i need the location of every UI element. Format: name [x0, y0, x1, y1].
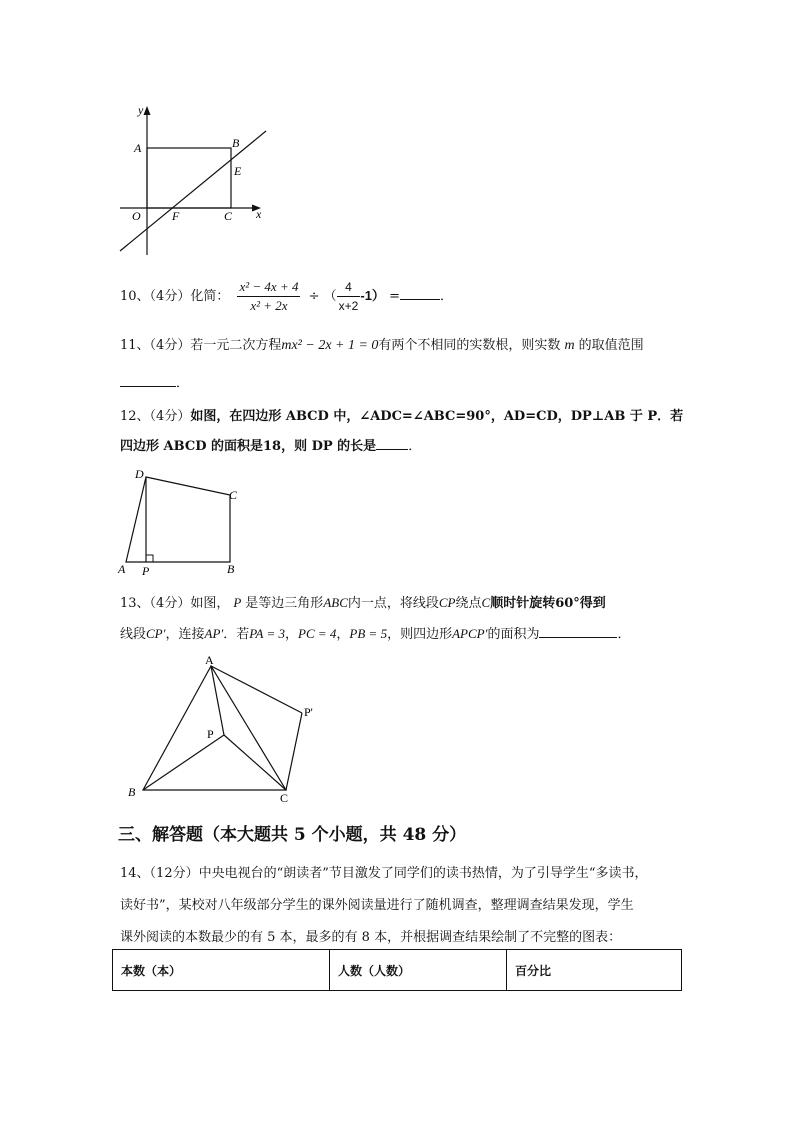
label-B: B — [128, 785, 136, 799]
q13-CPp: CP′ — [146, 626, 166, 641]
q11-text-2: 有两个不相同的实数根，则实数 — [378, 338, 561, 353]
q13-PB: PB = 5 — [349, 626, 388, 641]
q13-text-2e: 的面积为 — [487, 627, 540, 642]
q13-text-1d: 绕点 — [455, 596, 482, 611]
rectangle-OABC — [147, 148, 231, 208]
q13-text-2c: ．若 — [223, 627, 250, 642]
q13-text-1b: 是等边三角形 — [245, 596, 324, 611]
q10-stem: 化简： — [190, 289, 230, 304]
label-O: O — [132, 209, 141, 223]
label-x: x — [256, 207, 262, 221]
label-B: B — [227, 562, 235, 576]
label-P-prime: P' — [304, 705, 313, 719]
segment-PC — [224, 735, 286, 790]
q13-answer-blank[interactable] — [539, 623, 617, 638]
q11-text-1: 若一元二次方程 — [190, 338, 282, 353]
q14-points: （12分） — [149, 866, 199, 881]
q14-line-1 — [120, 858, 648, 890]
label-C: C — [229, 488, 238, 502]
line-FE — [120, 131, 266, 251]
q14-number: 14、 — [120, 866, 150, 881]
q13-comma-2: ， — [336, 627, 350, 642]
label-C: C — [280, 791, 289, 805]
question-13 — [120, 588, 630, 650]
q12-points: （4分） — [149, 409, 191, 424]
q10-frac1-denominator: x² + 2x — [250, 298, 288, 313]
label-A: A — [118, 562, 126, 576]
q11-answer-line: ． — [120, 372, 189, 394]
q13-number: 13、 — [120, 596, 150, 611]
q11-number: 11、 — [120, 338, 150, 353]
label-P: P — [142, 564, 150, 578]
q12-line-1 — [120, 402, 683, 432]
q13-APCPp: APCP′ — [452, 626, 488, 641]
q10-answer-blank[interactable] — [400, 285, 440, 300]
question-14 — [120, 858, 648, 954]
segment-PB — [143, 735, 224, 790]
question-12 — [120, 402, 683, 462]
q14-line-3: 课外阅读的本数最少的有 5 本，最多的有 8 本，并根据调查结果绘制了不完整的图表： — [120, 930, 622, 945]
q13-text-1a: 如图， — [190, 596, 230, 611]
y-axis-arrow — [144, 106, 151, 115]
q10-equals: = — [389, 289, 400, 304]
q13-P: P — [233, 595, 242, 610]
q10-fraction-1 — [237, 279, 300, 314]
table-header-people: 人数（人数） — [330, 950, 507, 991]
q12-line-2: 四边形 ABCD 的面积是18，则 DP 的长是 ． — [120, 432, 683, 462]
q10-open-paren: （ — [323, 289, 337, 304]
q10-frac1-numerator: x² − 4x + 4 — [237, 279, 300, 297]
table-header-books: 本数（本） — [113, 950, 330, 991]
q10-minus-one: -1） — [360, 288, 385, 303]
q10-fraction-2 — [337, 279, 361, 314]
label-P: P — [207, 727, 214, 741]
q11-equation: mx² − 2x + 1 = 0 — [281, 338, 379, 353]
question-10: 10、（4分）化简： $\frac{\text{x² − 4x + 4}}{\text{x² + 2x}}$ ÷ （ $\frac{4}{x+2}$ -1） = ． — [120, 279, 453, 313]
q10-number: 10、 — [120, 289, 150, 304]
q14-line-1-text: 中央电视台的“朗读者”节目激发了同学们的读书热情，为了引导学生“多读书， — [198, 866, 648, 881]
q11-points: （4分） — [149, 338, 191, 353]
table-header-row — [113, 950, 682, 991]
q12-number: 12、 — [120, 409, 150, 424]
quadrilateral-ABCD — [126, 477, 230, 562]
figure-q9 — [112, 100, 282, 260]
label-C: C — [224, 209, 233, 223]
q13-PC: PC = 4 — [298, 626, 337, 641]
q12-line-1-text: 如图，在四边形 ABCD 中，∠ADC=∠ABC=90°，AD=CD，DP⊥AB 于 P．若 — [190, 409, 684, 424]
q10-frac2-denominator: x+2 — [338, 299, 359, 313]
label-E: E — [234, 164, 242, 178]
label-D: D — [135, 467, 144, 481]
segment-CP-prime — [286, 713, 302, 790]
q13-line-2: 线段CP′，连接AP′．若PA = 3，PC = 4，PB = 5，则四边形APCP′的面积为 ． — [120, 619, 630, 650]
section-3-heading: 三、解答题（本大题共 5 个小题，共 48 分） — [118, 825, 467, 845]
question-11 — [120, 336, 644, 356]
q13-text-2a: 线段 — [120, 627, 147, 642]
q10-points: （4分） — [149, 289, 191, 304]
right-angle-mark — [146, 555, 153, 562]
q13-points: （4分） — [149, 596, 191, 611]
figure-q12 — [112, 462, 252, 580]
q10-divide: ÷ — [308, 289, 320, 304]
q13-C: C — [481, 595, 491, 610]
q11-answer-blank[interactable] — [120, 372, 176, 387]
q12-answer-blank[interactable] — [376, 435, 408, 450]
table-header-percent: 百分比 — [507, 950, 682, 991]
q13-text-1e: 顺时针旋转60°得到 — [490, 596, 606, 611]
q13-ABC: ABC — [323, 595, 348, 610]
q13-CP: CP — [438, 595, 456, 610]
q13-line-1 — [120, 588, 630, 619]
figure-q13 — [118, 650, 328, 808]
q13-APp: AP′ — [204, 626, 224, 641]
q12-line-2-text: 四边形 ABCD 的面积是18，则 DP 的长是 — [120, 439, 377, 454]
q10-frac2-numerator: 4 — [337, 279, 361, 297]
q11-m: m — [564, 338, 575, 353]
q13-comma-1: ， — [285, 627, 299, 642]
label-A: A — [205, 653, 214, 667]
label-B: B — [232, 136, 240, 150]
q13-text-2b: ，连接 — [165, 627, 205, 642]
reading-table — [112, 949, 682, 991]
q13-PA: PA = 3 — [249, 626, 285, 641]
q13-text-2d: ，则四边形 — [387, 627, 453, 642]
q11-text-3: 的取值范围 — [578, 338, 644, 353]
label-A: A — [134, 141, 142, 155]
q14-line-2: 读好书”，某校对八年级部分学生的课外阅读量进行了随机调查，整理调查结果发现，学生 — [120, 898, 634, 913]
label-y: y — [138, 103, 144, 117]
q13-text-1c: 内一点，将线段 — [347, 596, 439, 611]
label-F: F — [172, 209, 180, 223]
